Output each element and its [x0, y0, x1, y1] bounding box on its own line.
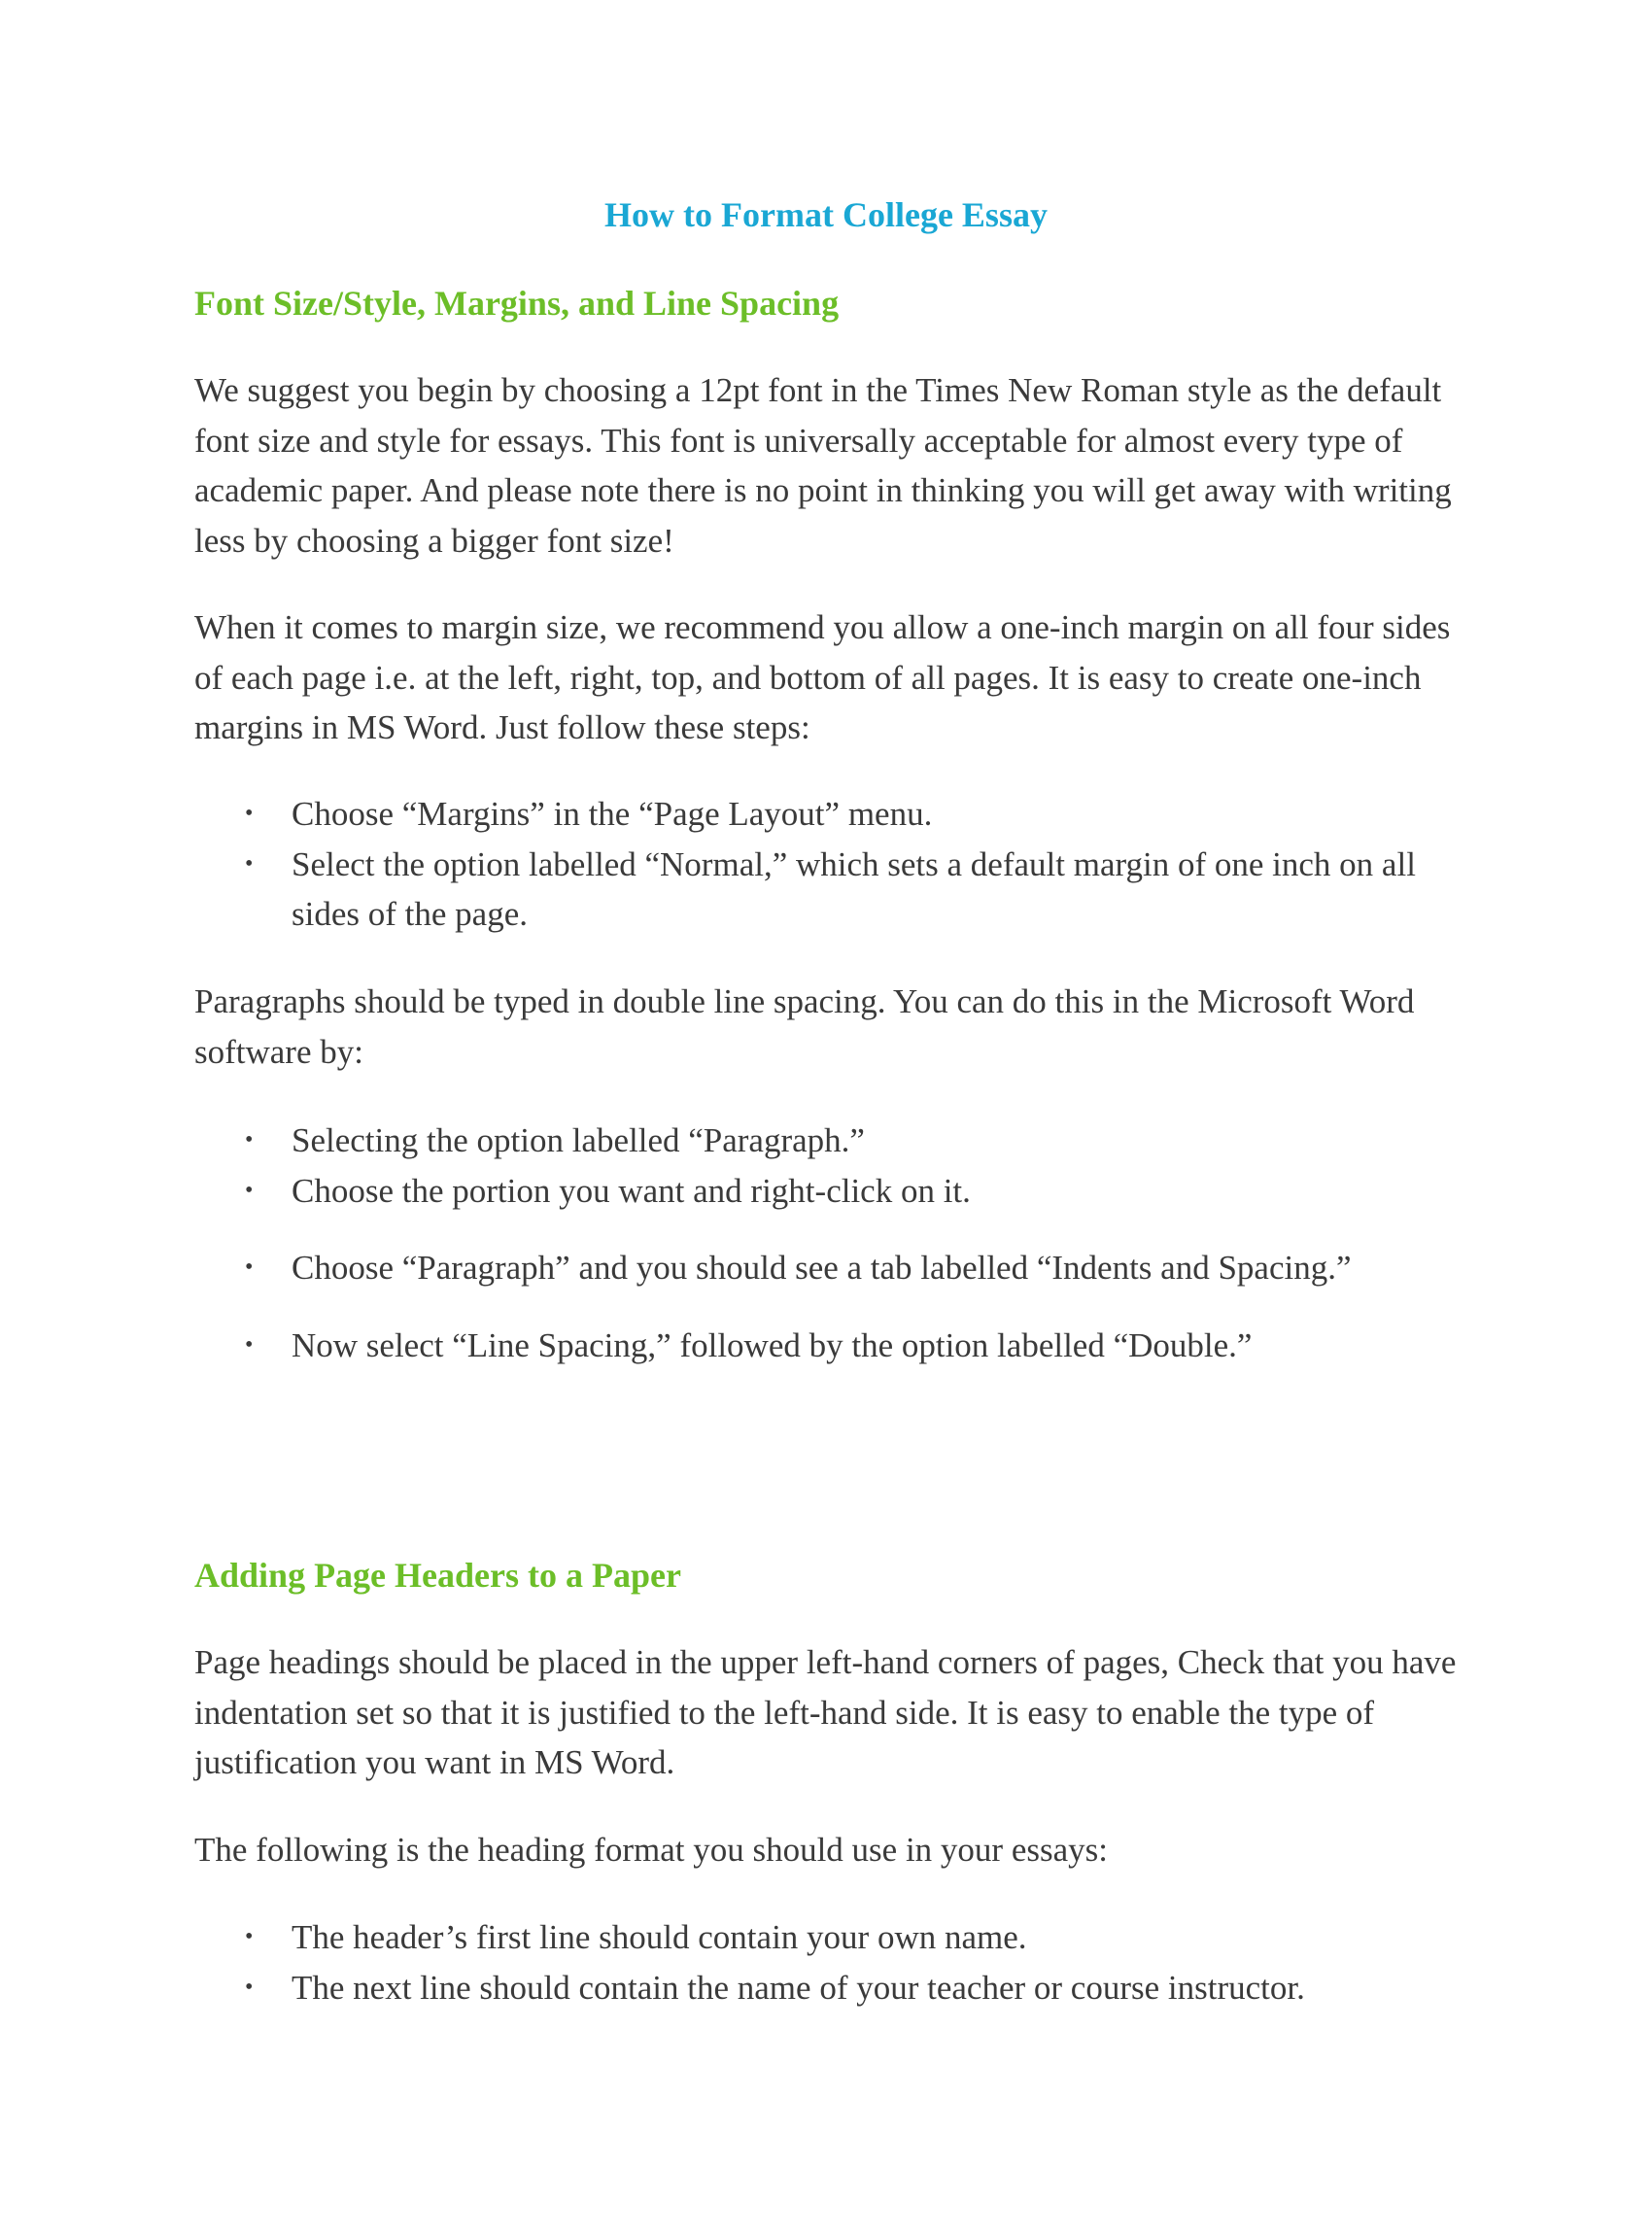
bullet-list-margin-steps [194, 789, 1477, 940]
list-item-text: The next line should contain the name of your teacher or course instructor. [292, 1968, 1305, 2007]
list-item-text: The header’s first line should contain your own name. [292, 1918, 1027, 1956]
paragraph-font-choice: We suggest you begin by choosing a 12pt font in the Times New Roman style as the default font size and style for essays. This font is universally acceptable for almost every type of academic paper. And please note there is no point in thinking you will get away with writing less by choosing a bigger font size! [194, 371, 1452, 560]
bullet-icon: • [245, 1924, 254, 1949]
paragraph-page-headings: Page headings should be placed in the upper left-hand corners of pages, Check that you have indentation set so that it is justified to the left-hand side. It is easy to enable the type of justification you want in MS Word. [194, 1643, 1457, 1781]
bullet-icon: • [245, 801, 254, 826]
list-item-text: Choose “Paragraph” and you should see a tab labelled “Indents and Spacing.” [292, 1249, 1352, 1287]
list-item-text: Select the option labelled “Normal,” which sets a default margin of one inch on all sides of the page. [292, 844, 1416, 933]
list-item [194, 789, 1477, 840]
document-title: How to Format College Essay [604, 195, 1048, 234]
list-item [194, 1243, 1477, 1293]
bullet-icon: • [245, 1974, 254, 2000]
list-item [194, 1963, 1477, 2013]
paragraph-margin-size: When it comes to margin size, we recommend you allow a one-inch margin on all four sides of each page i.e. at the left, right, top, and bottom of all pages. It is easy to create one-inch margins in MS Word. Just follow these steps: [194, 608, 1451, 746]
list-item-text: Selecting the option labelled “Paragraph.” [292, 1121, 865, 1159]
list-item-text: Choose the portion you want and right-click on it. [292, 1171, 971, 1210]
paragraph-line-spacing: Paragraphs should be typed in double line spacing. You can do this in the Microsoft Word software by: [194, 982, 1415, 1071]
bullet-list-spacing-steps [194, 1116, 1477, 1370]
section-heading-page-headers: Adding Page Headers to a Paper [194, 1556, 681, 1595]
bullet-icon: • [245, 1255, 254, 1280]
list-item [194, 1912, 1477, 1963]
list-item [194, 1116, 1477, 1166]
paragraph-heading-format: The following is the heading format you should use in your essays: [194, 1831, 1108, 1869]
bullet-icon: • [245, 1177, 254, 1203]
bullet-icon: • [245, 1127, 254, 1152]
list-item [194, 1321, 1477, 1371]
list-item [194, 840, 1477, 940]
list-item-text: Choose “Margins” in the “Page Layout” menu. [292, 795, 933, 833]
bullet-list-heading-format [194, 1912, 1477, 2012]
bullet-icon: • [245, 1331, 254, 1358]
list-item-text: Now select “Line Spacing,” followed by the option labelled “Double.” [292, 1325, 1253, 1364]
list-item [194, 1166, 1477, 1217]
bullet-icon: • [245, 850, 254, 877]
section-heading-font-margins-spacing: Font Size/Style, Margins, and Line Spacing [194, 284, 840, 323]
